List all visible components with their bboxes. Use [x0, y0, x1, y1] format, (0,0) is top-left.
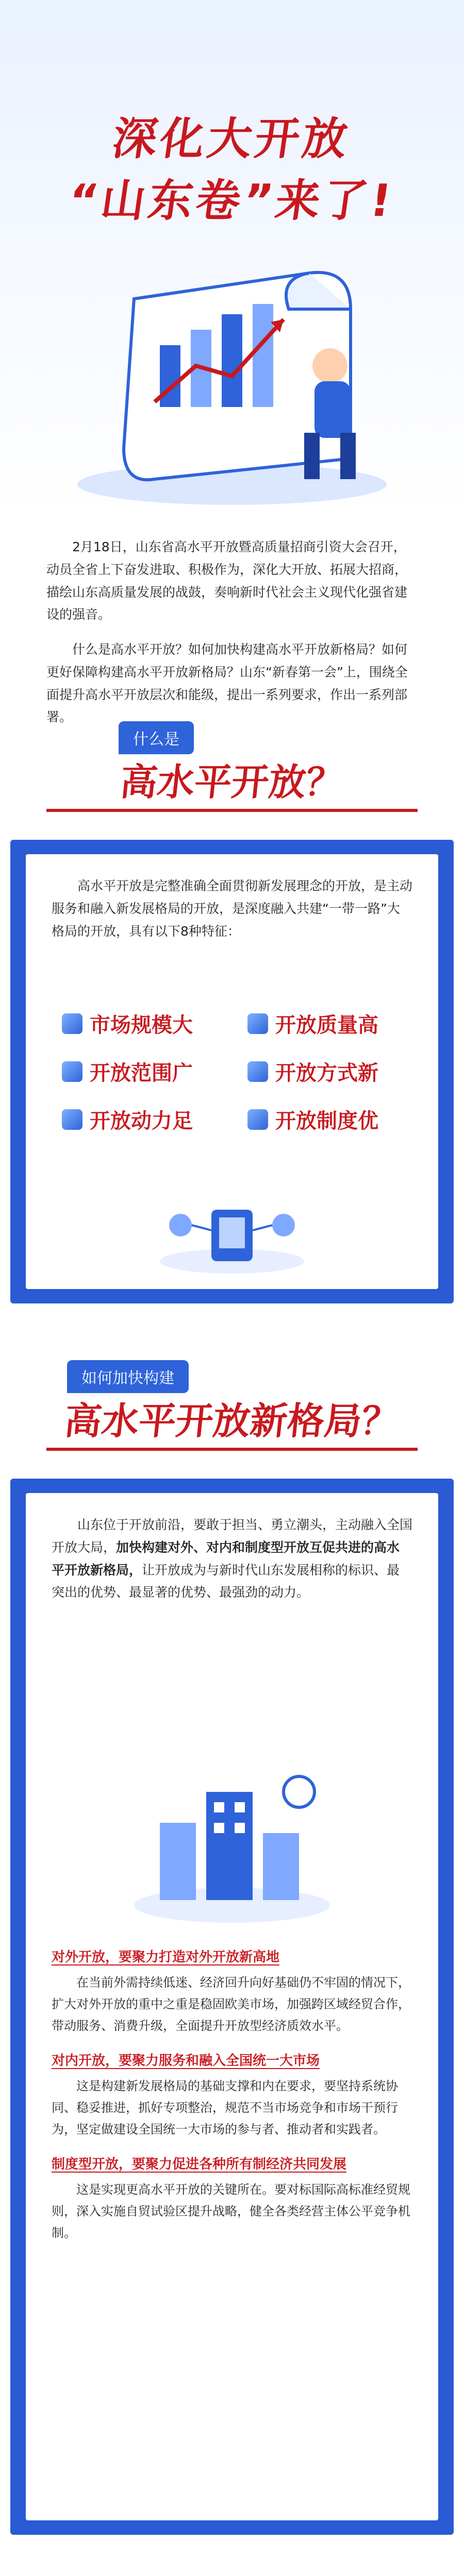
section2-item-head: 制度型开放，要聚力促进各种所有制经济共同发展	[52, 2157, 347, 2172]
hero-title-line2: “山东卷”来了!	[65, 175, 398, 227]
section2-item	[52, 1946, 412, 2037]
section1-card-inner	[26, 854, 438, 1289]
section2-item	[52, 2050, 412, 2140]
feature-label: 开放制度优	[275, 1109, 378, 1133]
section1-card	[10, 840, 454, 1303]
section2-item-body: 这是构建新发展格局的基础支撑和内在要求，要坚持系统协同、稳妥推进，抓好专项整治，规范不当市场竞争和市场干预行为，坚定做建设全国统一大市场的参与者、推动者和实践者。	[52, 2079, 398, 2137]
hero-section	[0, 0, 464, 515]
section1-features	[62, 1009, 412, 1134]
feature-item	[247, 1105, 412, 1134]
feature-icon	[247, 1109, 268, 1130]
section2-lead-post: 让开放成为与新时代山东发展相称的标识、最突出的优势、最显著的优势、最强劲的动力。	[52, 1562, 400, 1600]
feature-label: 开放范围广	[90, 1061, 193, 1085]
section2-lead-bold: 加快构建对外、对内和制度型开放互促共进的高水平开放新格局，	[52, 1539, 400, 1578]
section1-tag: 什么是	[119, 721, 194, 754]
intro-text	[46, 536, 418, 741]
section2-lead	[52, 1514, 412, 1604]
section1-underline	[46, 809, 418, 812]
section2-banner	[0, 1360, 464, 1468]
section2-item-head: 对内开放，要聚力服务和融入全国统一大市场	[52, 2053, 320, 2069]
feature-label: 市场规模大	[90, 1013, 193, 1037]
intro-paragraph-2: 什么是高水平开放？如何加快构建高水平开放新格局？如何更好保障构建高水平开放新格局？山东“新春第一会”上，围绕全面提升高水平开放层次和能级，提出一系列要求，作出一系列部署。	[46, 642, 408, 725]
section2-items	[52, 1946, 412, 2257]
section2-item-head: 对外开放，要聚力打造对外开放新高地	[52, 1950, 280, 1965]
feature-label: 开放动力足	[90, 1109, 193, 1133]
section2-title: 高水平开放新格局？	[62, 1399, 401, 1443]
feature-icon	[247, 1013, 268, 1034]
feature-label: 开放方式新	[275, 1061, 378, 1085]
network-illustration	[155, 1184, 309, 1277]
section1-text: 高水平开放是完整准确全面贯彻新发展理念的开放，是主动服务和融入新发展格局的开放，是深度融入共建“一带一路”大格局的开放，具有以下8种特征：	[52, 878, 413, 939]
intro-paragraph-1: 2月18日，山东省高水平开放暨高质量招商引资大会召开，动员全省上下奋发进取、积极作为，深化大开放、拓展大招商，描绘山东高质量发展的战鼓，奏响新时代社会主义现代化强省建设的强音。	[46, 539, 408, 622]
feature-label: 开放质量高	[275, 1013, 378, 1037]
section1-banner	[0, 721, 464, 829]
section1-title: 高水平开放？	[118, 760, 345, 804]
section2-item-body: 这是实现更高水平开放的关键所在。要对标国际高标准经贸规则，深入实施自贸试验区提升战略，健全各类经营主体公平竞争机制。	[52, 2182, 410, 2240]
feature-icon	[247, 1061, 268, 1082]
feature-item	[62, 1105, 227, 1134]
feature-item	[247, 1057, 412, 1086]
feature-item	[247, 1009, 412, 1038]
city-illustration	[129, 1761, 335, 1926]
feature-item	[62, 1009, 227, 1038]
section2-card-inner	[26, 1493, 438, 2520]
section2-card	[10, 1479, 454, 2535]
feature-icon	[62, 1109, 82, 1130]
section2-lead-pre: 山东位于开放前沿，要敢于担当、勇立潮头，主动融入全国开放大局，	[52, 1517, 413, 1555]
section2-item	[52, 2154, 412, 2244]
section2-tag: 如何加快构建	[67, 1360, 189, 1393]
hero-illustration	[62, 242, 402, 510]
feature-icon	[62, 1013, 82, 1034]
section2-item-body: 在当前外需持续低迷、经济回升向好基础仍不牢固的情况下，扩大对外开放的重中之重是稳固欧美市场，加强跨区域经贸合作，带动服务、消费升级，全面提升开放型经济质效水平。	[52, 1975, 410, 2033]
feature-icon	[62, 1061, 82, 1082]
section2-underline	[46, 1448, 418, 1451]
hero-title-line1: 深化大开放	[109, 113, 354, 165]
feature-item	[62, 1057, 227, 1086]
